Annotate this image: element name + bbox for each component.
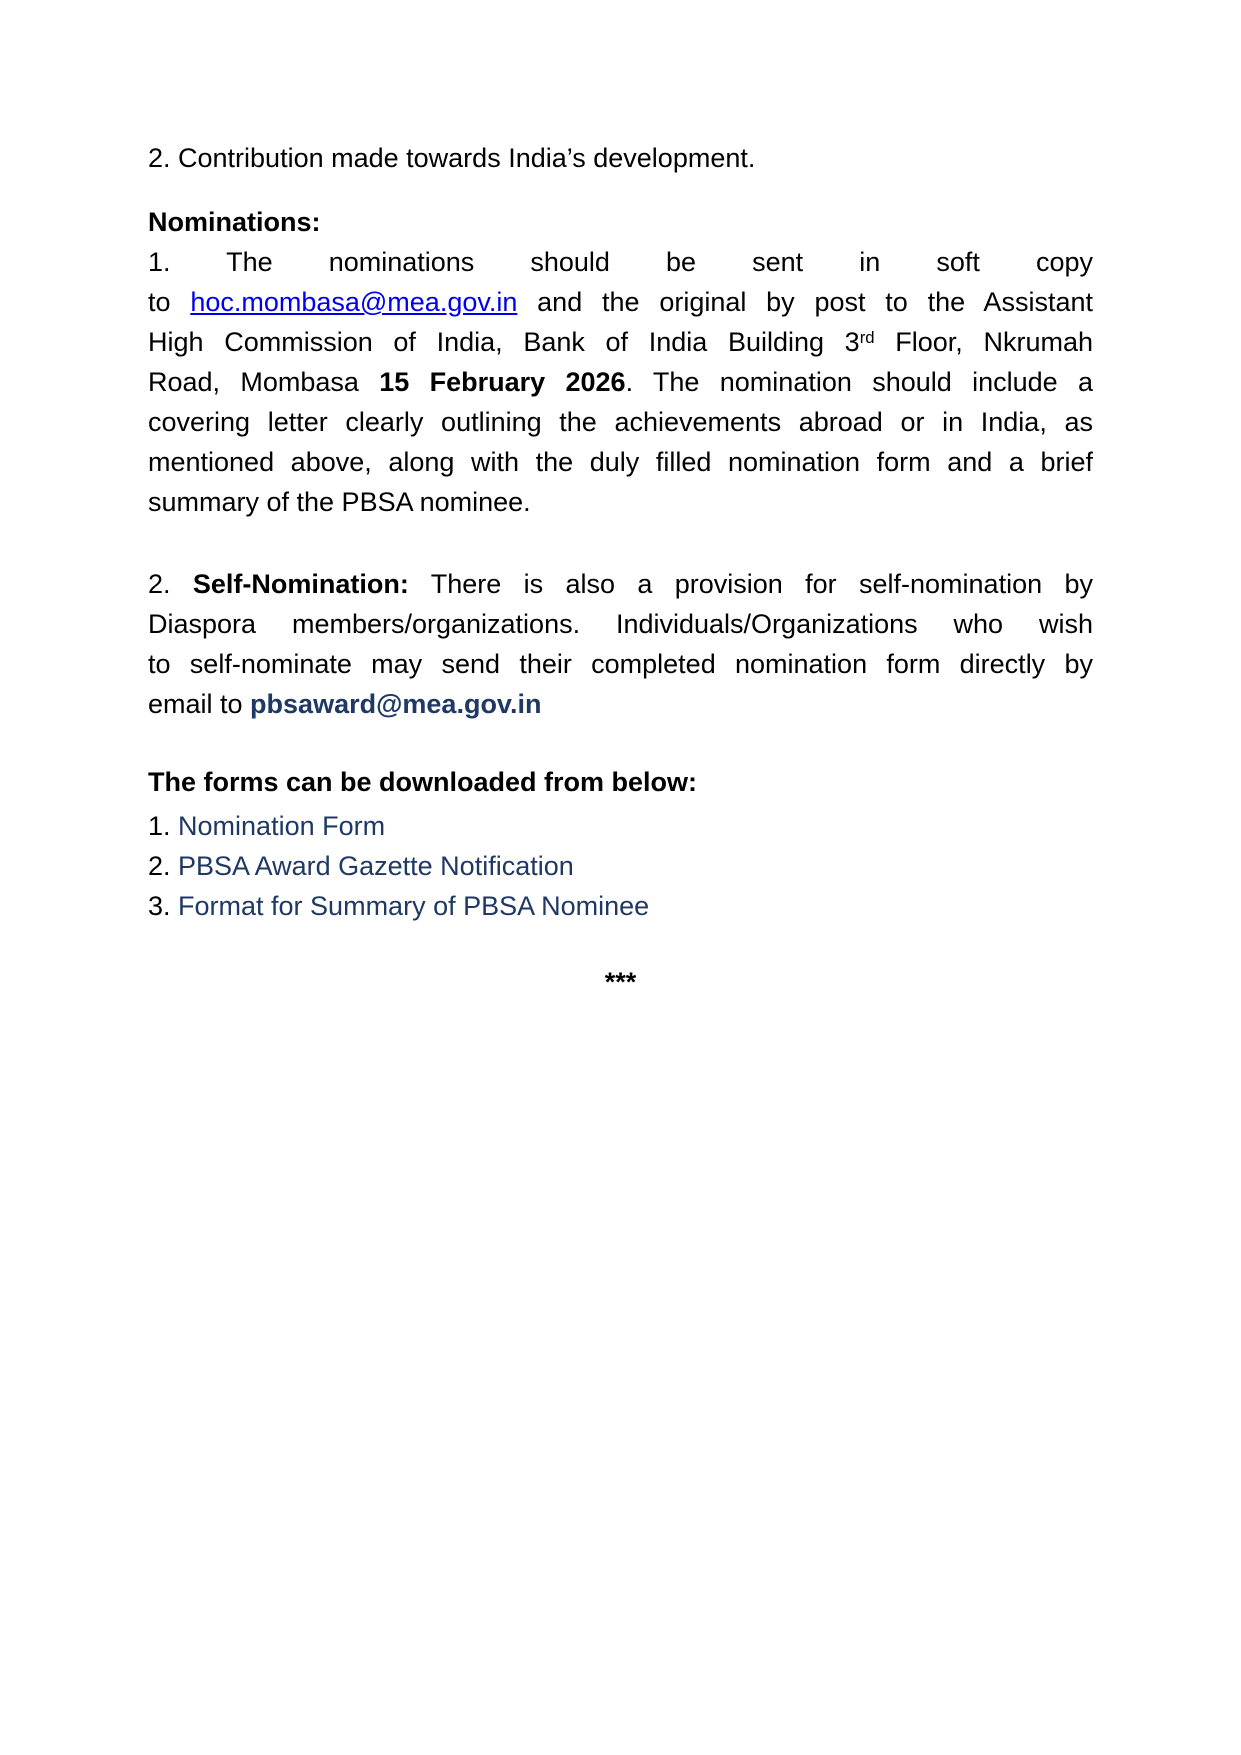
text-run: Road, Mombasa [148, 367, 380, 397]
nominations-line-2 [148, 282, 1093, 322]
text-run: email to [148, 689, 251, 719]
self-nomination-paragraph [148, 564, 1093, 724]
text-run: to [148, 287, 191, 317]
text-run: 2. [148, 569, 193, 599]
self-nomination-label: Self-Nomination: [192, 569, 409, 599]
list-number: 1. [148, 811, 179, 841]
nominations-heading: Nominations: [148, 207, 321, 237]
downloads-heading: The forms can be downloaded from below: [148, 767, 698, 797]
intro-line: 2. Contribution made towards India’s development. [148, 143, 756, 173]
self-nomination-line-1 [148, 564, 1093, 604]
text-run: . The nomination should include a [625, 367, 1094, 397]
nominations-line-5: covering letter clearly outlining the achievements abroad or in India, as [148, 407, 1093, 437]
nominations-line-3 [148, 322, 1093, 362]
nominations-line-6: mentioned above, along with the duly filled nomination form and a brief [148, 447, 1093, 477]
nomination-form-link[interactable]: Nomination Form [178, 811, 386, 841]
list-number: 2. [148, 851, 179, 881]
self-nomination-line-2: Diaspora members/organizations. Individuals/Organizations who wish [148, 609, 1093, 639]
summary-format-link[interactable]: Format for Summary of PBSA Nominee [178, 891, 650, 921]
list-item [148, 846, 1093, 886]
self-nomination-line-4 [148, 684, 1093, 724]
hoc-mombasa-email-link[interactable]: hoc.mombasa@mea.gov.in [190, 287, 518, 317]
nominations-line-4 [148, 362, 1093, 402]
document-content [148, 138, 1093, 1002]
nominations-paragraph [148, 242, 1093, 522]
nominations-line-7: summary of the PBSA nominee. [148, 487, 531, 517]
ordinal-superscript: rd [859, 328, 875, 348]
nominations-line-1: 1. The nominations should be sent in soft copy [148, 247, 1093, 277]
list-item [148, 886, 1093, 926]
self-nomination-line-3: to self-nominate may send their completed nomination form directly by [148, 649, 1093, 679]
list-number: 3. [148, 891, 179, 921]
text-run: and the original by post to the Assistant [517, 287, 1093, 317]
gazette-notification-link[interactable]: PBSA Award Gazette Notification [178, 851, 574, 881]
download-links-list [148, 806, 1093, 926]
text-run: High Commission of India, Bank of India Building 3 [148, 327, 860, 357]
end-of-document-marker: *** [604, 967, 637, 997]
text-run: There is also a provision for self-nomination by [408, 569, 1093, 599]
deadline-date: 15 February 2026 [379, 367, 626, 397]
list-item [148, 806, 1093, 846]
text-run: Floor, Nkrumah [874, 327, 1093, 357]
pbsaward-email-link[interactable]: pbsaward@mea.gov.in [250, 689, 542, 719]
